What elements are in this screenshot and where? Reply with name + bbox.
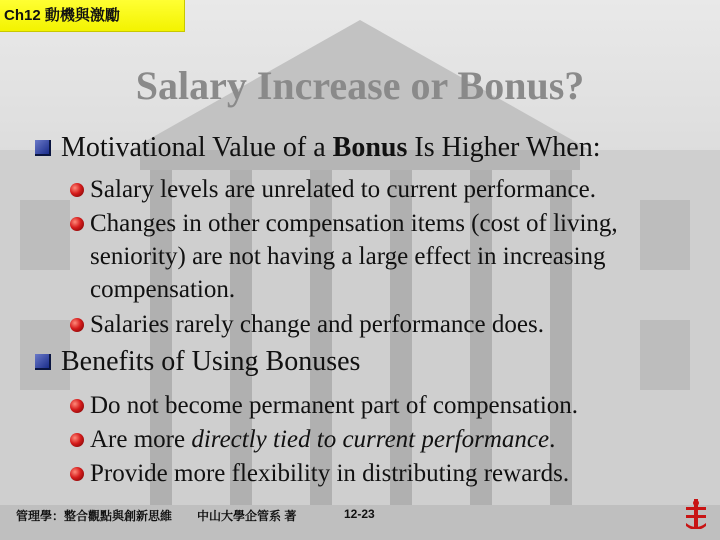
- list-item: [70, 389, 710, 422]
- chapter-tab: Ch12 動機與激勵: [0, 0, 185, 32]
- blue-square-icon: [35, 140, 51, 156]
- text-pre: Are more: [90, 426, 192, 453]
- list-item-text: Salaries rarely change and performance does.: [90, 311, 544, 338]
- list-item-text: Provide more flexibility in distributing rewards.: [90, 460, 570, 487]
- footer-publisher: 中山大學企管系 著: [197, 509, 297, 523]
- list-item: [70, 308, 710, 341]
- heading-text: [61, 132, 600, 164]
- list-item: [70, 173, 710, 206]
- red-ball-icon: [70, 318, 84, 332]
- list-item-text: Changes in other compensation items (cost of living, seniority) are not having a large effect in increasing compensation.: [90, 210, 618, 303]
- red-ball-icon: [70, 183, 84, 197]
- red-ball-icon: [70, 433, 84, 447]
- list-item: [70, 423, 710, 456]
- blue-square-icon: [35, 354, 51, 370]
- list-item: [70, 207, 710, 306]
- list-item: [70, 457, 710, 490]
- text-emphasis: directly tied to current performance: [191, 426, 550, 453]
- section-heading-bonus-value: [35, 132, 600, 164]
- red-ball-icon: [70, 467, 84, 481]
- heading-text: Benefits of Using Bonuses: [61, 346, 361, 377]
- slide-title: Salary Increase or Bonus?: [135, 63, 585, 108]
- heading-bold-word: Bonus: [332, 132, 408, 163]
- footer-book-title: 管理學：整合觀點與創新思維: [16, 509, 173, 523]
- list-item-text: Salary levels are unrelated to current performance.: [90, 176, 596, 203]
- footer-page-number: 12-23: [344, 507, 375, 521]
- heading-pre: Motivational Value of a: [61, 132, 333, 163]
- red-ball-icon: [70, 217, 84, 231]
- list-item-text: Do not become permanent part of compensation.: [90, 392, 579, 419]
- red-ball-icon: [70, 399, 84, 413]
- heading-post: Is Higher When:: [407, 132, 601, 163]
- list-item-text: [90, 423, 555, 456]
- section-heading-bonus-benefits: [35, 346, 360, 378]
- university-logo-icon: [684, 497, 708, 529]
- text-post: .: [549, 426, 556, 453]
